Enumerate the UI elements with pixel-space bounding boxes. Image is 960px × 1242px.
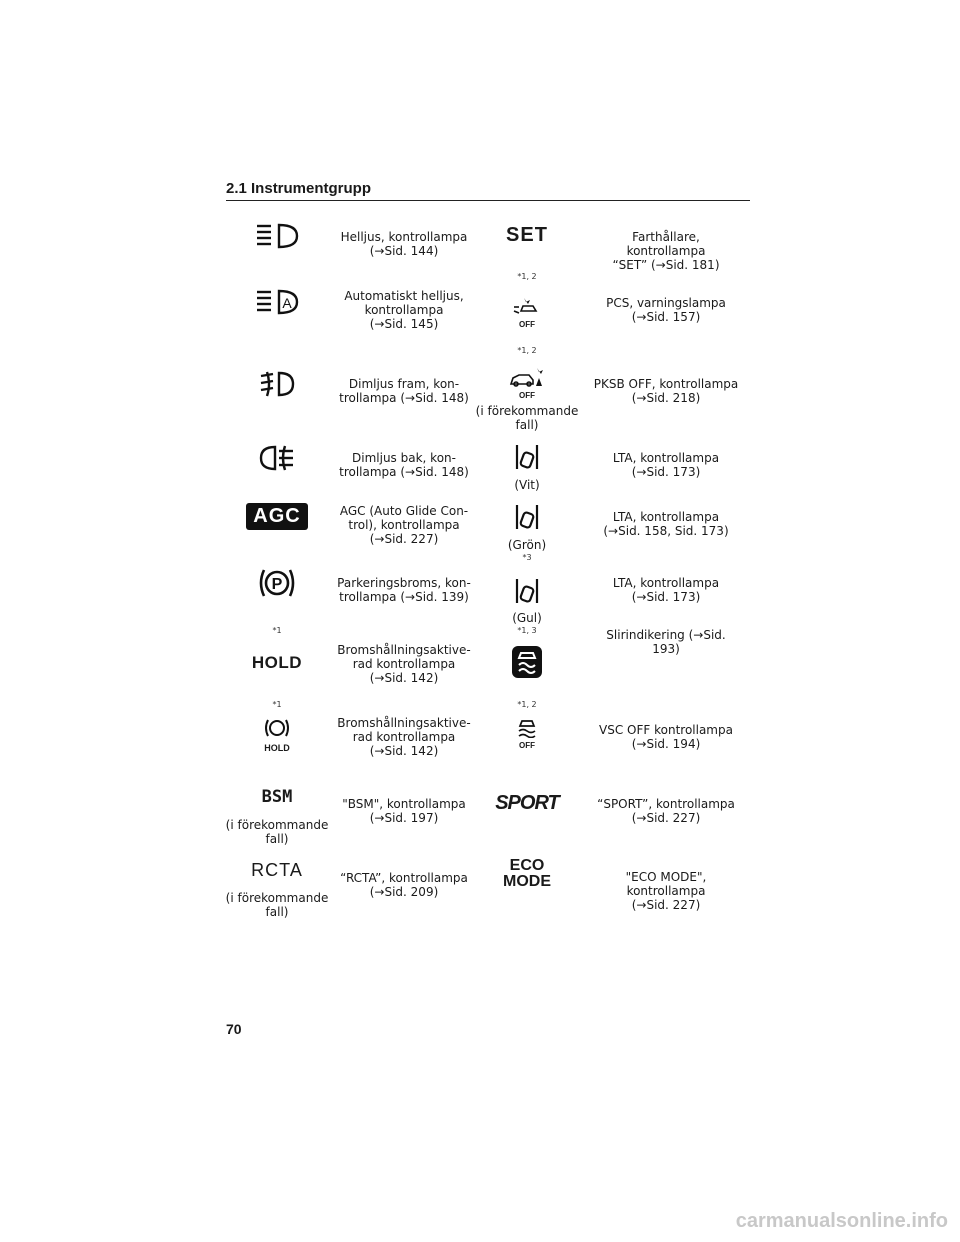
eco-mode-icon: ECO MODE: [503, 857, 551, 890]
eco-mode-description: "ECO MODE", kontrollampa (→Sid. 227): [625, 870, 707, 912]
pcs-description: PCS, varningslampa (→Sid. 157): [606, 296, 726, 324]
agc-icon: AGC: [222, 503, 332, 530]
pcs-off-label: OFF: [519, 320, 535, 329]
set-icon: SET: [506, 224, 548, 246]
vsc-description: VSC OFF kontrollampa (→Sid. 194): [599, 723, 733, 751]
pksb-footnote: *1, 2: [517, 346, 537, 355]
pcs-warning-icon: [472, 297, 582, 329]
rear-fog-light-icon: [222, 444, 332, 476]
pksb-off-label: OFF: [519, 391, 535, 400]
hold-icon: HOLD: [251, 653, 303, 672]
brake-hold-label: HOLD: [264, 743, 290, 753]
lta-yellow-icon: [472, 575, 582, 611]
brake-hold-footnote: *1: [272, 700, 282, 709]
pksb-description: PKSB OFF, kontrollampa (→Sid. 218): [593, 377, 739, 405]
lta-yellow-note: (Gul): [512, 611, 542, 625]
sport-icon: SPORT: [495, 792, 559, 814]
watermark: carmanualsonline.info: [735, 1210, 948, 1232]
front-fog-light-icon: [222, 370, 332, 402]
high-beam-description: Helljus, kontrollampa (→Sid. 144): [340, 230, 468, 258]
rcta-note: (i förekommande fall): [225, 891, 329, 919]
parking-brake-icon: [222, 566, 332, 604]
lta-green-icon: [472, 501, 582, 537]
bsm-icon: BSM: [261, 787, 293, 807]
svg-text:A: A: [282, 295, 292, 311]
hold-description: Bromshållningsaktive- rad kontrollampa (→Sid. 142): [337, 643, 471, 685]
lta-green-note: (Grön): [507, 538, 547, 552]
rcta-icon: RCTA: [251, 860, 303, 880]
lta-white-description: LTA, kontrollampa (→Sid. 173): [612, 451, 720, 479]
vsc-footnote: *1, 2: [517, 700, 537, 709]
brake-hold-description: Bromshållningsaktive- rad kontrollampa (→Sid. 142): [337, 716, 471, 758]
vsc-off-label: OFF: [519, 741, 535, 750]
slip-footnote: *1, 3: [517, 626, 537, 635]
lta-green-description: LTA, kontrollampa (→Sid. 158, Sid. 173): [603, 510, 729, 538]
set-description: Farthållare, kontrollampa “SET” (→Sid. 181): [612, 230, 720, 272]
lta-yellow-footnote: *3: [522, 553, 532, 562]
svg-text:P: P: [271, 576, 283, 593]
agc-description: AGC (Auto Glide Con- trol), kontrollampa (→Sid. 227): [339, 504, 469, 546]
pksb-off-icon: [472, 366, 582, 400]
page-header: [226, 180, 750, 201]
slip-description: Slirindikering (→Sid. 193): [606, 628, 726, 656]
section-title: 2.1 Instrumentgrupp: [226, 180, 372, 197]
auto-high-beam-description: Automatiskt helljus, kontrollampa (→Sid. 145): [344, 289, 464, 331]
bsm-note: (i förekommande fall): [225, 818, 329, 846]
lta-white-icon: [472, 441, 582, 477]
rear-fog-description: Dimljus bak, kon- trollampa (→Sid. 148): [339, 451, 469, 479]
auto-high-beam-icon: [222, 288, 332, 320]
page-number: 70: [226, 1021, 242, 1037]
front-fog-description: Dimljus fram, kon- trollampa (→Sid. 148): [339, 377, 469, 405]
rcta-description: “RCTA”, kontrollampa (→Sid. 209): [340, 871, 468, 899]
slip-indicator-icon: [472, 645, 582, 683]
bsm-description: "BSM", kontrollampa (→Sid. 197): [342, 797, 466, 825]
pksb-note: (i förekommande fall): [475, 404, 579, 432]
sport-description: “SPORT”, kontrollampa (→Sid. 227): [597, 797, 735, 825]
lta-yellow-description: LTA, kontrollampa (→Sid. 173): [612, 576, 720, 604]
vsc-off-icon: [472, 718, 582, 750]
header-rule: [226, 200, 750, 201]
lta-white-note: (Vit): [514, 478, 540, 492]
parking-brake-description: Parkeringsbroms, kon- trollampa (→Sid. 139): [337, 576, 471, 604]
pcs-footnote: *1, 2: [517, 272, 537, 281]
brake-hold-icon: [222, 718, 332, 753]
high-beam-icon: [222, 222, 332, 254]
hold-footnote: *1: [272, 626, 282, 635]
